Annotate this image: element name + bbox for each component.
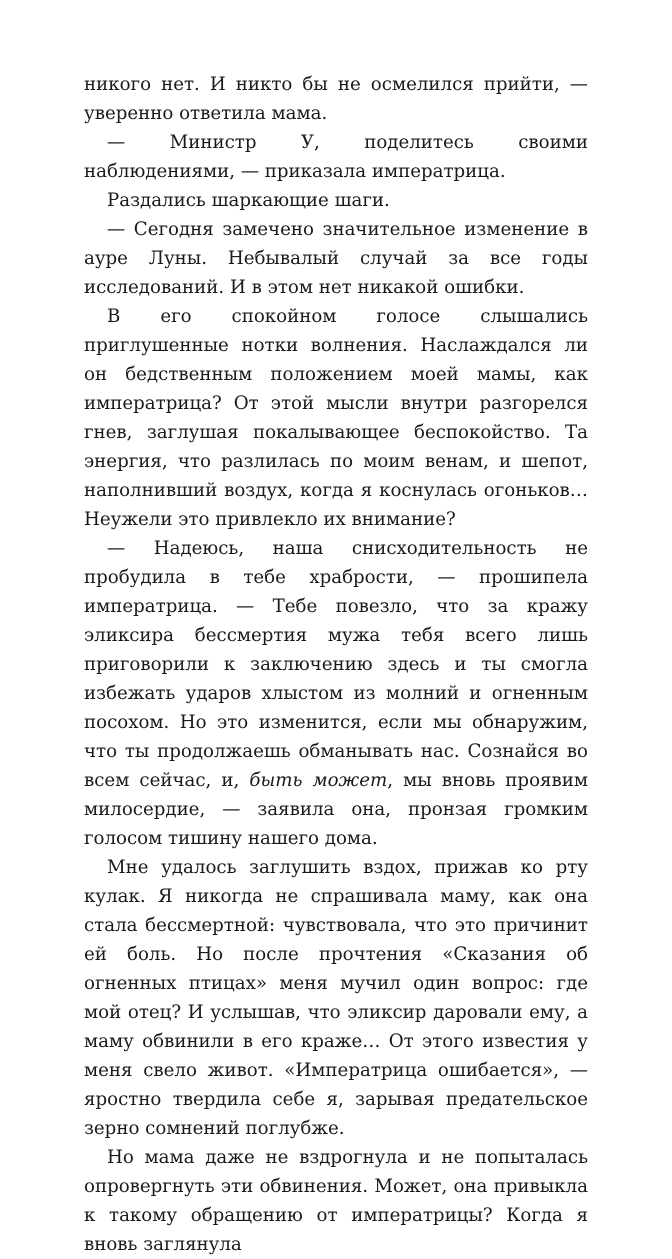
paragraph-text: , мы вновь проявим милосердие, — заявила она, пронзая громким голосом тишину нашего дома. <box>84 770 589 849</box>
paragraph-text: — Сегодня замечено значительное изменение в ауре Луны. Небывалый случай за все годы исследований. И в этом нет никакой ошибки. <box>84 219 588 298</box>
paragraph-text: никого нет. И никто бы не осмелился прийти, — уверенно ответила мама. <box>84 74 588 124</box>
italic-phrase: быть может <box>249 770 388 791</box>
body-text <box>84 70 588 1259</box>
paragraph-1 <box>84 70 588 128</box>
paragraph-4 <box>84 215 588 302</box>
paragraph-8 <box>84 1143 588 1259</box>
paragraph-text: — Надеюсь, наша снисходительность не пробудила в тебе храбрости, — прошипела императрица. — Тебе повезло, что за кражу эликсира бессмертия мужа тебя всего лишь приговорили к заключению здесь и ты смогла избежать ударов хлыстом из молний и огненным посохом. Но это изменится, если мы обнаружим, что ты продолжаешь обманывать нас. Сознайся во всем сейчас, и, <box>84 538 588 791</box>
paragraph-6 <box>84 534 588 853</box>
paragraph-3 <box>84 186 588 215</box>
paragraph-text: Мне удалось заглушить вздох, прижав ко рту кулак. Я никогда не спрашивала маму, как она стала бессмертной: чувствовала, что это причинит ей боль. Но после прочтения «Сказания об огненных птицах» меня мучил один вопрос: где мой отец? И услышав, что эликсир даровали ему, а маму обвинили в его краже… От этого известия у меня свело живот. «Императрица ошибается», — яростно твердила себе я, зарывая предательское зерно сомнений поглубже. <box>84 857 588 1139</box>
paragraph-2 <box>84 128 588 186</box>
paragraph-text: Но мама даже не вздрогнула и не попыталась опровергнуть эти обвинения. Может, она привыкла к такому обращению от императрицы? Когда я вновь заглянула <box>84 1147 588 1255</box>
paragraph-5 <box>84 302 588 534</box>
paragraph-text: Раздались шаркающие шаги. <box>107 190 390 211</box>
paragraph-text: В его спокойном голосе слышались приглушенные нотки волнения. Наслаждался ли он бедственным положением моей мамы, как императрица? От этой мысли внутри разгорелся гнев, заглушая покалывающее беспокойство. Та энергия, что разлилась по моим венам, и шепот, наполнивший воздух, когда я коснулась огоньков… Неужели это привлекло их внимание? <box>84 306 588 530</box>
paragraph-text: — Министр У, поделитесь своими наблюдениями, — приказала императрица. <box>84 132 588 182</box>
paragraph-7 <box>84 853 588 1143</box>
